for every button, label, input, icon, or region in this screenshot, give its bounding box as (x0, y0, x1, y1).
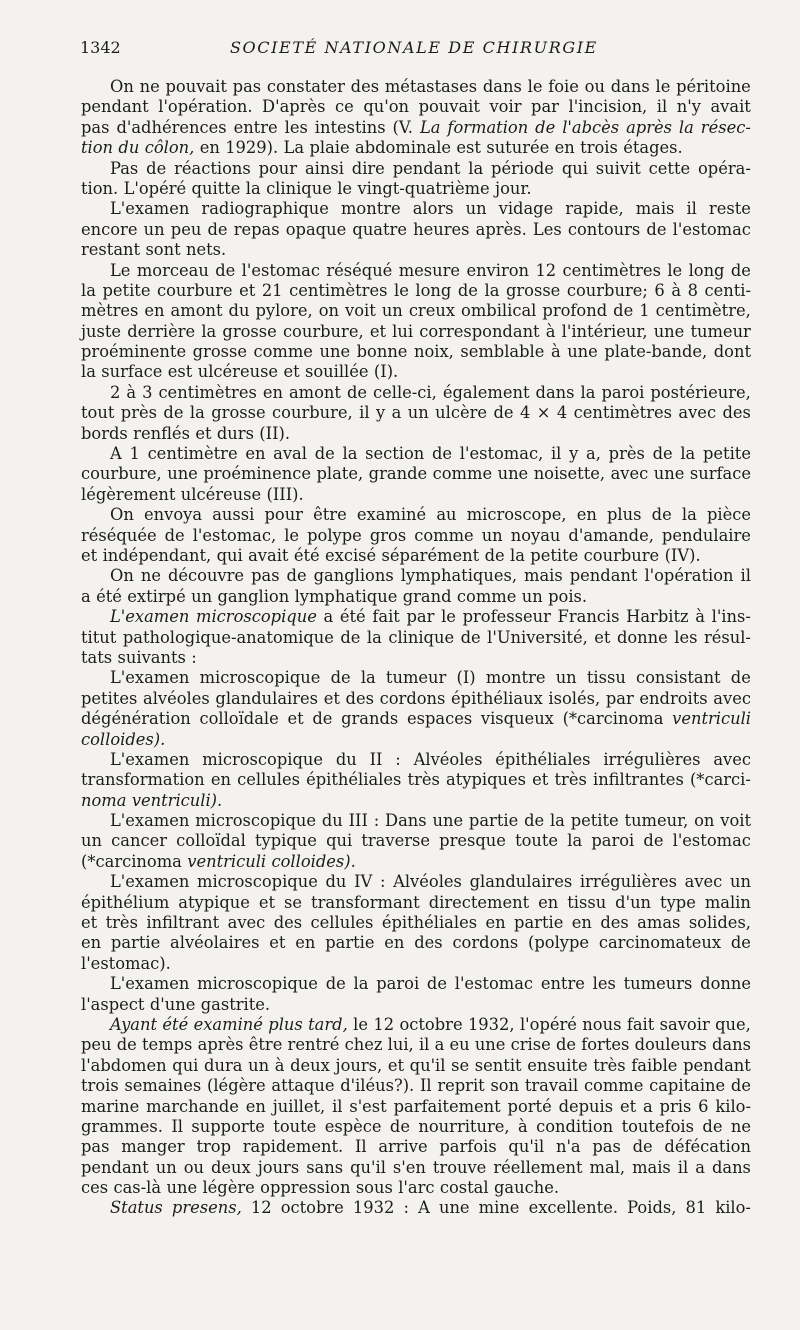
text-line: 2 à 3 centimètres en amont de celle-ci, également dans la paroi postérieure, (110, 382, 751, 402)
text-line: L'examen microscopique de la paroi de l'estomac entre les tumeurs donne (110, 974, 751, 994)
text-line: Status presens, 12 octobre 1932 : A une mine excellente. Poids, 81 kilo- (110, 1198, 751, 1218)
text-line: l'aspect d'une gastrite. (81, 994, 271, 1014)
text-line: restant sont nets. (81, 240, 227, 260)
text-line: en partie alvéolaires et en partie en des cordons (polype carcinomateux de (81, 933, 751, 953)
text-line: tats suivants : (81, 647, 197, 667)
text-line: L'examen radiographique montre alors un vidage rapide, mais il reste (110, 199, 751, 219)
text-line: tout près de la grosse courbure, il y a un ulcère de 4 × 4 centimètres avec des (81, 403, 751, 423)
text-line: courbure, une proéminence plate, grande comme une noisette, avec une surface (81, 464, 751, 484)
text-line: et très infiltrant avec des cellules épithéliales en partie en des amas solides, (81, 913, 751, 933)
text-line: la petite courbure et 21 centimètres le long de la grosse courbure; 6 à 8 centi- (81, 280, 751, 300)
text-line: la surface est ulcéreuse et souillée (I). (81, 362, 399, 382)
page-number: 1342 (80, 38, 121, 57)
text-line: L'examen microscopique du II : Alvéoles épithéliales irrégulières avec (110, 749, 751, 769)
text-line: A 1 centimètre en aval de la section de l'estomac, il y a, près de la petite (110, 444, 751, 464)
text-line: titut pathologique-anatomique de la clinique de l'Université, et donne les résul- (81, 627, 751, 647)
text-line: épithélium atypique et se transformant directement en tissu d'un type malin (81, 892, 751, 912)
text-line: pendant un ou deux jours sans qu'il s'en trouve réellement mal, mais il a dans (81, 1157, 751, 1177)
text-line: L'examen microscopique du IV : Alvéoles glandulaires irrégulières avec un (110, 872, 751, 892)
text-line: peu de temps après être rentré chez lui, il a eu une crise de fortes douleurs dans (81, 1035, 751, 1055)
text-line: mètres en amont du pylore, on voit un creux ombilical profond de 1 centimètre, (81, 301, 751, 321)
text-line: a été extirpé un ganglion lymphatique grand comme un pois. (81, 586, 588, 606)
text-line: pendant l'opération. D'après ce qu'on pouvait voir par l'incision, il n'y avait (81, 97, 751, 117)
text-line: L'examen microscopique a été fait par le professeur Francis Harbitz à l'ins- (110, 607, 751, 627)
text-line: (*carcinoma ventriculi colloides). (81, 851, 356, 871)
text-line: colloides). (81, 729, 166, 749)
text-line: noma ventriculi). (81, 790, 223, 810)
text-line: réséquée de l'estomac, le polype gros comme un noyau d'amande, pendulaire (81, 525, 751, 545)
text-line: Le morceau de l'estomac réséqué mesure environ 12 centimètres le long de (110, 260, 751, 280)
page-header (80, 38, 750, 60)
text-line: pas d'adhérences entre les intestins (V. La formation de l'abcès après la résec- (81, 117, 751, 137)
text-line: l'abdomen qui dura un à deux jours, et qu'il se sentit ensuite très faible pendant (81, 1055, 751, 1075)
text-line: trois semaines (légère attaque d'iléus?). Il reprit son travail comme capitaine de (81, 1076, 751, 1096)
text-line: bords renflés et durs (II). (81, 423, 291, 443)
text-line: l'estomac). (81, 953, 171, 973)
text-line: L'examen microscopique du III : Dans une partie de la petite tumeur, on voit (110, 811, 751, 831)
text-line: On ne pouvait pas constater des métastases dans le foie ou dans le péritoine (110, 77, 751, 96)
text-line: tion. L'opéré quitte la clinique le vingt-quatrième jour. (81, 178, 532, 198)
text-line: encore un peu de repas opaque quatre heures après. Les contours de l'estomac (81, 219, 751, 239)
text-line: ces cas-là une légère oppression sous l'arc costal gauche. (81, 1178, 559, 1198)
text-line: et indépendant, qui avait été excisé séparément de la petite courbure (IV). (81, 545, 701, 565)
text-line: proéminente grosse comme une bonne noix, semblable à une plate-bande, dont (81, 342, 751, 362)
text-line: dégénération colloïdale et de grands espaces visqueux (*carcinoma ventriculi (81, 709, 751, 729)
text-line: On envoya aussi pour être examiné au microscope, en plus de la pièce (110, 505, 751, 525)
text-line: On ne découvre pas de ganglions lymphatiques, mais pendant l'opération il (110, 566, 751, 586)
body-text (81, 77, 751, 1219)
running-title: SOCIETÉ NATIONALE DE CHIRURGIE (230, 38, 598, 57)
text-line: transformation en cellules épithéliales très atypiques et très infiltrantes (*carci- (81, 770, 751, 790)
text-line: juste derrière la grosse courbure, et lui correspondant à l'intérieur, une tumeur (81, 321, 751, 341)
text-line: L'examen microscopique de la tumeur (I) montre un tissu consistant de (110, 668, 751, 688)
text-line: grammes. Il supporte toute espèce de nourriture, à condition toutefois de ne (81, 1116, 751, 1136)
text-line: légèrement ulcéreuse (III). (81, 484, 304, 504)
text-line: Ayant été examiné plus tard, le 12 octobre 1932, l'opéré nous fait savoir que, (110, 1014, 751, 1034)
text-line: Pas de réactions pour ainsi dire pendant la période qui suivit cette opéra- (110, 158, 751, 178)
text-line: tion du côlon, en 1929). La plaie abdominale est suturée en trois étages. (81, 138, 683, 158)
text-line: un cancer colloïdal typique qui traverse presque toute la paroi de l'estomac (81, 831, 751, 851)
text-line: pas manger trop rapidement. Il arrive parfois qu'il n'a pas de défécation (81, 1137, 751, 1157)
text-line: petites alvéoles glandulaires et des cordons épithéliaux isolés, par endroits avec (81, 688, 751, 708)
text-line: marine marchande en juillet, il s'est parfaitement porté depuis et a pris 6 kilo- (81, 1096, 751, 1116)
